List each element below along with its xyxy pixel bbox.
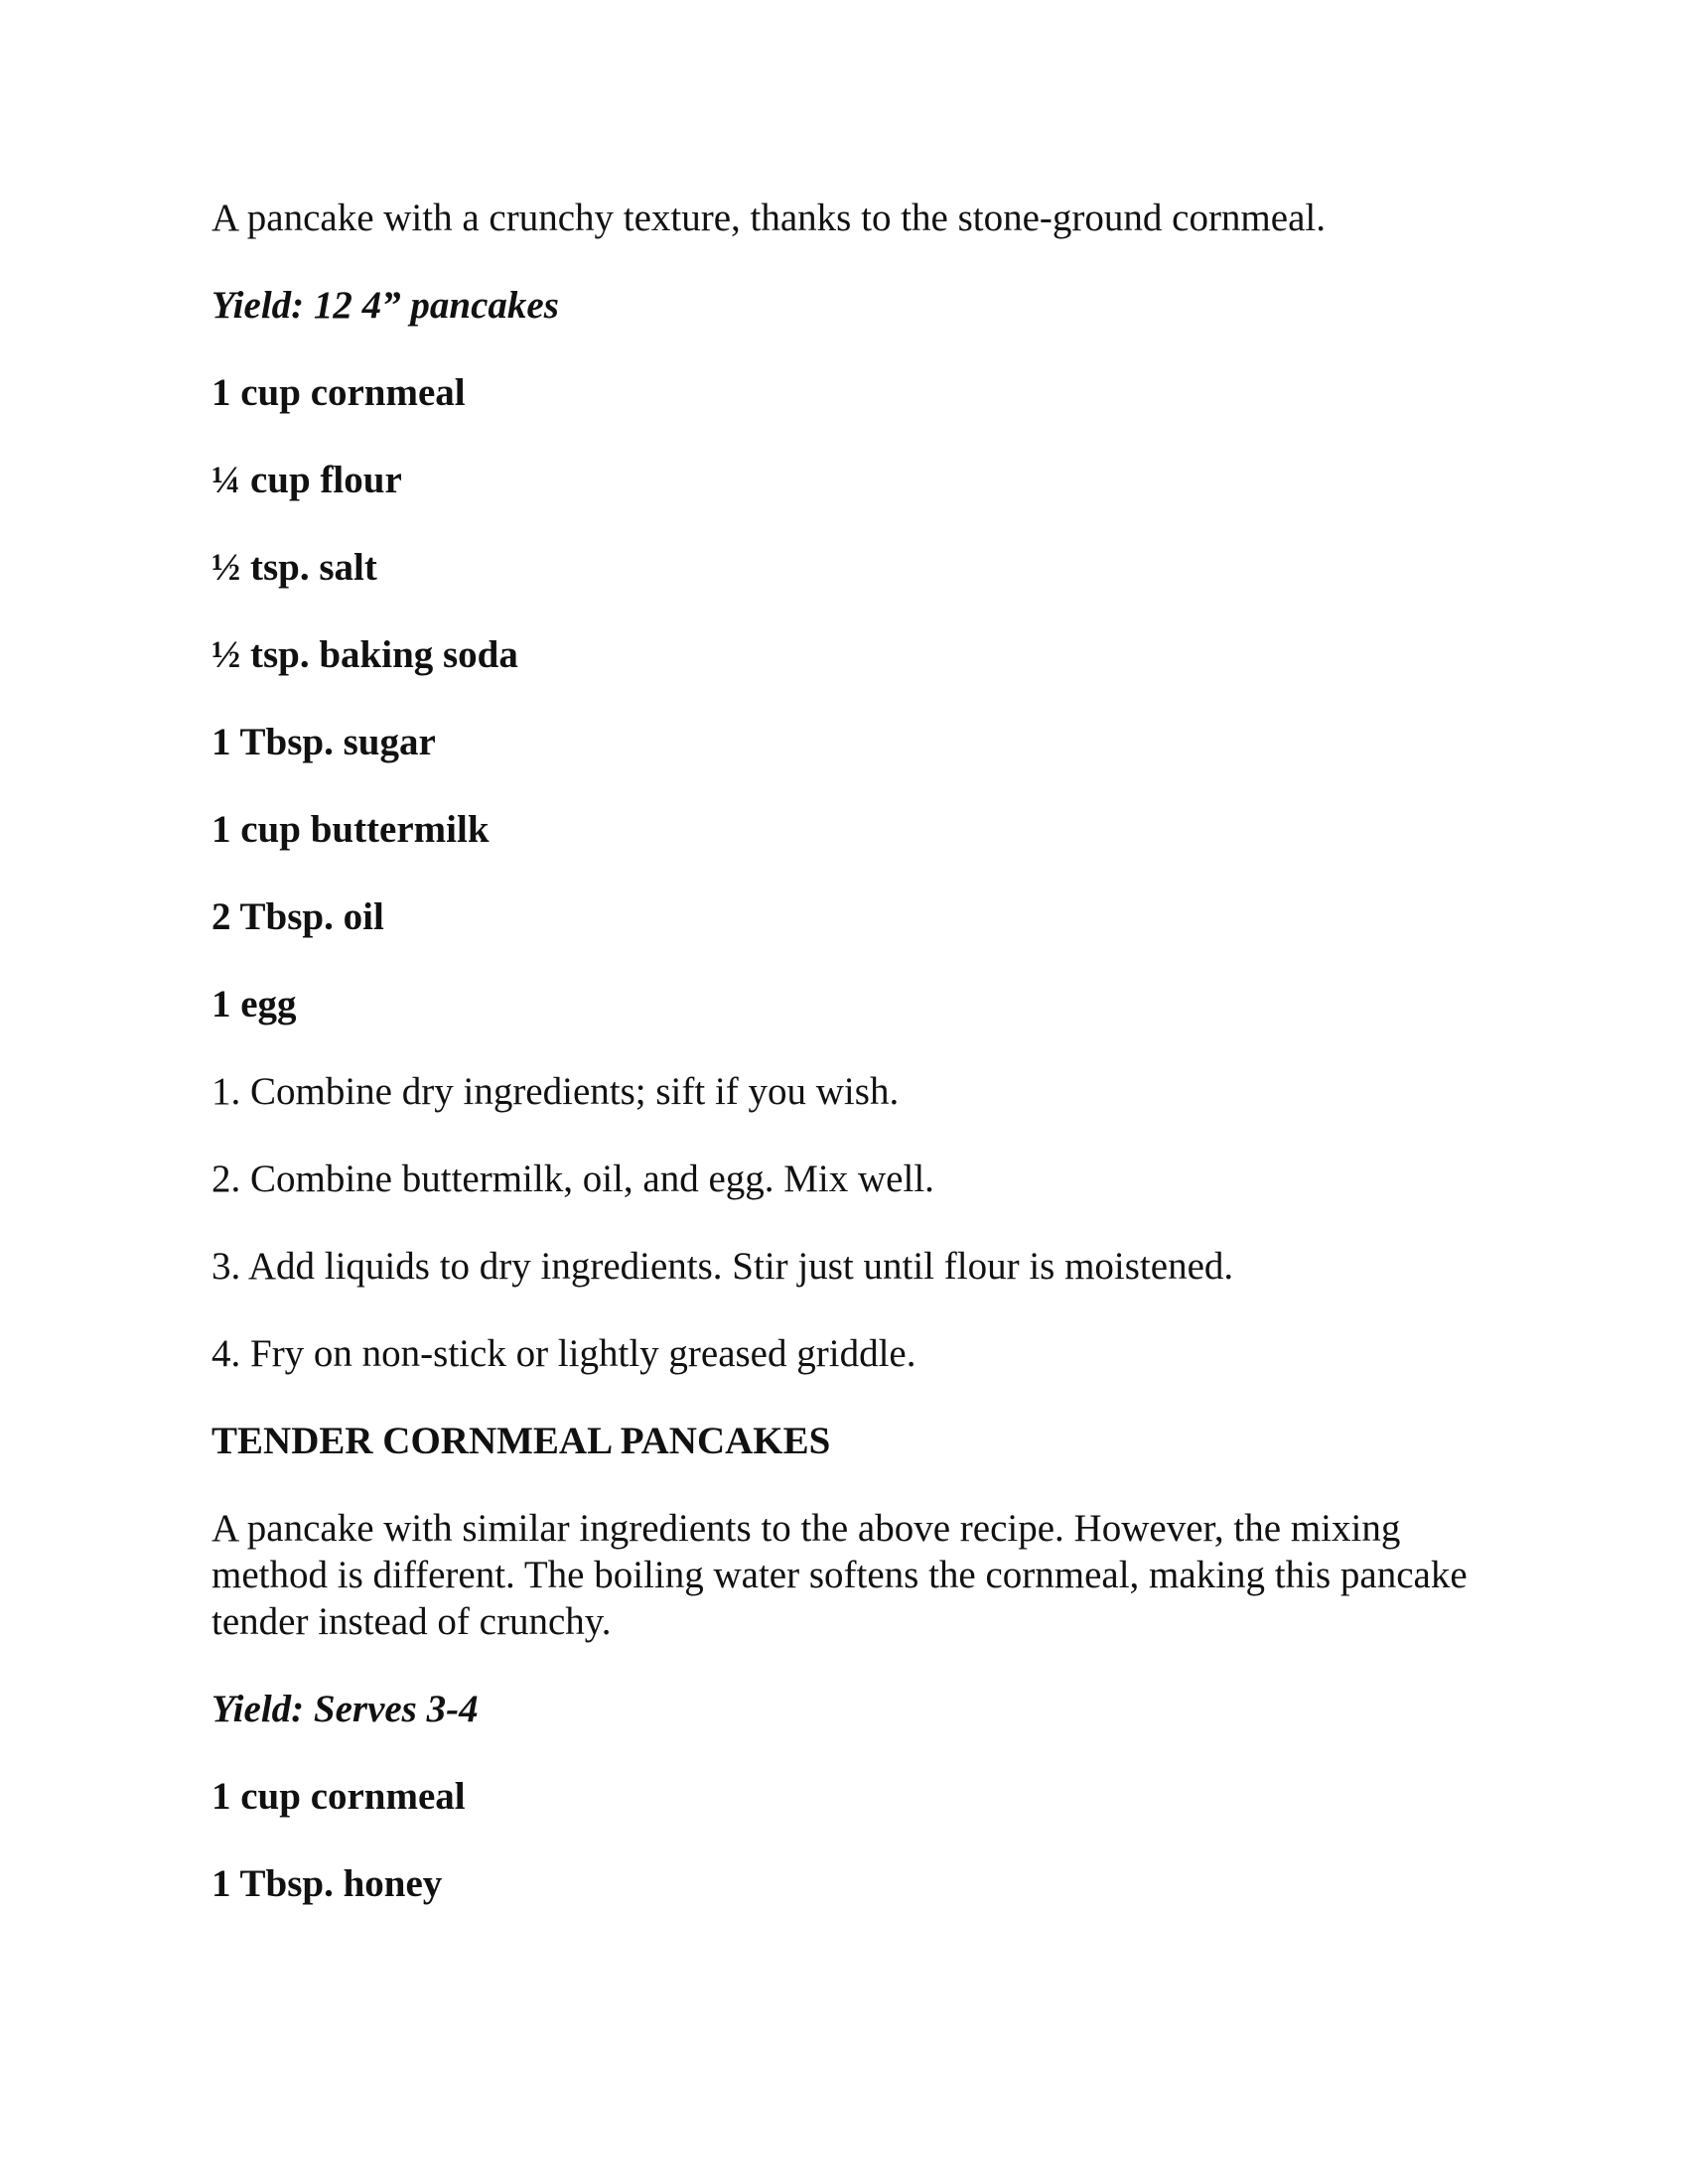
ingredient-item: 1 Tbsp. honey [211, 1862, 443, 1905]
recipe2-title: TENDER CORNMEAL PANCAKES [211, 1420, 831, 1462]
instruction-step: 2. Combine buttermilk, oil, and egg. Mix well. [211, 1158, 934, 1200]
recipe2-yield: Yield: Serves 3-4 [211, 1688, 479, 1730]
ingredient-item: 1 cup cornmeal [211, 1775, 466, 1818]
ingredient-item: 1 cup buttermilk [211, 808, 490, 851]
instruction-step: 3. Add liquids to dry ingredients. Stir just until flour is moistened. [211, 1245, 1234, 1288]
ingredient-item: ½ tsp. baking soda [211, 633, 518, 676]
ingredient-item: 1 Tbsp. sugar [211, 721, 436, 763]
recipe1-yield: Yield: 12 4” pancakes [211, 284, 559, 327]
recipe2-intro: A pancake with similar ingredients to the above recipe. However, the mixing method is different. The boiling water softens the cornmeal, making this pancake tender instead of crunchy. [211, 1507, 1468, 1643]
ingredient-item: 1 egg [211, 983, 297, 1025]
instruction-step: 4. Fry on non-stick or lightly greased griddle. [211, 1332, 916, 1375]
ingredient-item: ¼ cup flour [211, 459, 402, 501]
recipe1-intro: A pancake with a crunchy texture, thanks to the stone-ground cornmeal. [211, 197, 1326, 239]
document-page [211, 195, 1482, 1907]
instruction-step: 1. Combine dry ingredients; sift if you wish. [211, 1070, 900, 1113]
ingredient-item: 1 cup cornmeal [211, 371, 466, 414]
ingredient-item: ½ tsp. salt [211, 546, 377, 589]
ingredient-item: 2 Tbsp. oil [211, 895, 384, 938]
